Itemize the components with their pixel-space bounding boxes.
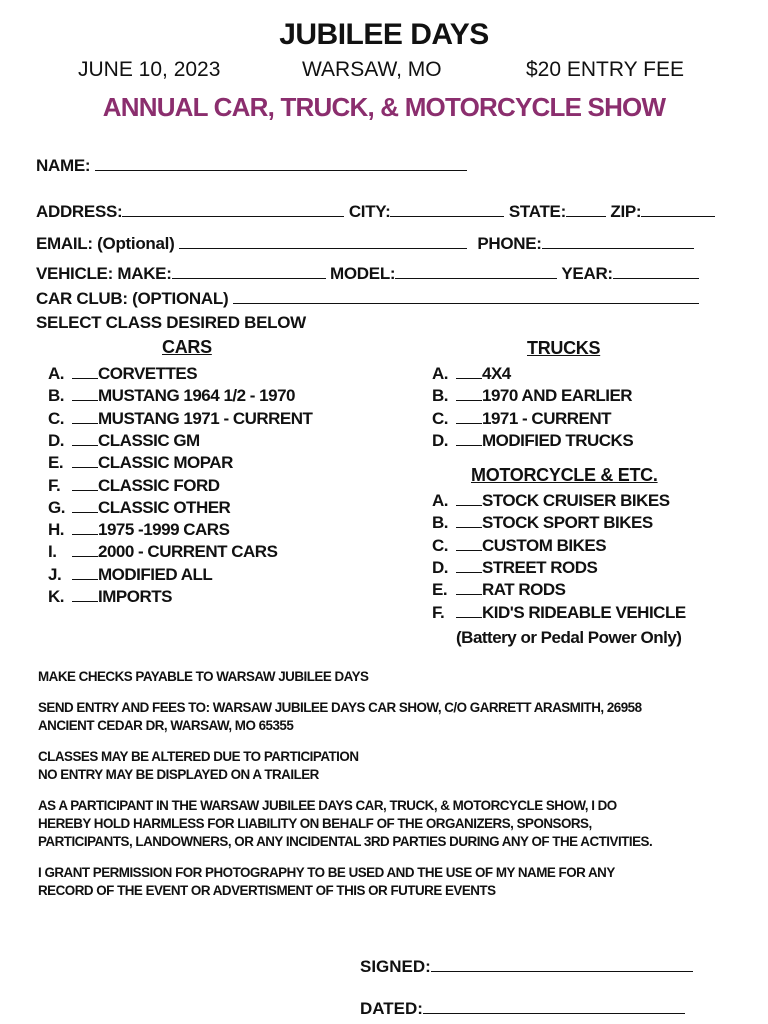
motorcycle-note: (Battery or Pedal Power Only)	[456, 628, 682, 647]
club-label: CAR CLUB: (OPTIONAL)	[36, 289, 229, 308]
class-label: MODIFIED TRUCKS	[482, 430, 634, 450]
class-letter: J.	[48, 564, 62, 584]
email-label: EMAIL: (Optional)	[36, 234, 175, 253]
email-row	[36, 232, 694, 254]
class-checkbox-blank[interactable]	[72, 431, 98, 446]
class-checkbox-blank[interactable]	[72, 542, 98, 557]
class-label: CORVETTES	[98, 364, 198, 383]
class-checkbox-blank[interactable]	[456, 386, 482, 401]
class-letter: E.	[48, 453, 64, 473]
class-label: 1970 AND EARLIER	[482, 386, 633, 406]
truck-class-item	[432, 409, 611, 429]
class-letter: A.	[48, 364, 64, 383]
class-checkbox-blank[interactable]	[72, 565, 98, 580]
class-label: CLASSIC GM	[98, 430, 200, 450]
class-label: CLASSIC MOPAR	[98, 453, 233, 473]
motorcycle-class-item	[432, 491, 670, 511]
make-label: VEHICLE: MAKE:	[36, 264, 172, 283]
name-label: NAME:	[36, 156, 91, 175]
signed-label: SIGNED:	[360, 957, 431, 976]
class-checkbox-blank[interactable]	[456, 409, 482, 424]
class-letter: H.	[48, 520, 64, 540]
zip-label: ZIP:	[610, 202, 642, 221]
class-checkbox-blank[interactable]	[72, 476, 98, 491]
class-checkbox-blank[interactable]	[72, 498, 98, 513]
waiver-line-3: PARTICIPANTS, LANDOWNERS, OR ANY INCIDENTAL 3RD PARTIES DURING ANY OF THE ACTIVITIES.	[38, 834, 653, 849]
zip-field[interactable]	[641, 200, 715, 217]
address-field[interactable]	[122, 200, 344, 217]
class-letter: E.	[432, 580, 448, 600]
class-label: 4X4	[482, 364, 511, 383]
class-letter: B.	[48, 386, 64, 406]
truck-class-item	[432, 364, 511, 384]
class-letter: D.	[432, 557, 448, 577]
class-label: CUSTOM BIKES	[482, 535, 607, 555]
dated-row	[360, 997, 685, 1019]
class-checkbox-blank[interactable]	[456, 431, 482, 446]
class-checkbox-blank[interactable]	[456, 364, 482, 379]
class-letter: B.	[432, 386, 448, 406]
class-letter: A.	[432, 491, 448, 510]
class-checkbox-blank[interactable]	[72, 453, 98, 468]
car-class-item	[48, 498, 230, 518]
class-letter: C.	[48, 408, 64, 428]
send-note-line-2: ANCIENT CEDAR DR, WARSAW, MO 65355	[38, 718, 294, 733]
trucks-heading: TRUCKS	[527, 338, 601, 358]
car-class-item	[48, 453, 233, 473]
dated-label: DATED:	[360, 999, 423, 1018]
class-letter: F.	[432, 602, 445, 622]
class-letter: D.	[432, 430, 448, 450]
photo-line-1: I GRANT PERMISSION FOR PHOTOGRAPHY TO BE USED AND THE USE OF MY NAME FOR ANY	[38, 865, 615, 880]
class-letter: D.	[48, 430, 64, 450]
waiver-line-2: HEREBY HOLD HARMLESS FOR LIABILITY ON BEHALF OF THE ORGANIZERS, SPONSORS,	[38, 816, 592, 831]
phone-field[interactable]	[542, 232, 694, 249]
class-letter: A.	[432, 364, 448, 383]
entry-fee: $20 ENTRY FEE	[526, 58, 684, 81]
class-checkbox-blank[interactable]	[456, 580, 482, 595]
car-class-item	[48, 476, 220, 496]
classes-note: CLASSES MAY BE ALTERED DUE TO PARTICIPATION	[38, 749, 359, 764]
motorcycle-class-item	[432, 536, 606, 556]
make-field[interactable]	[172, 262, 326, 279]
class-letter: C.	[432, 535, 448, 555]
class-letter: G.	[48, 497, 65, 517]
signed-field[interactable]	[431, 955, 693, 972]
class-letter: K.	[48, 587, 64, 606]
motorcycle-class-item	[432, 513, 653, 533]
vehicle-row	[36, 262, 699, 284]
model-field[interactable]	[395, 262, 557, 279]
class-label: CLASSIC FORD	[98, 475, 220, 495]
class-checkbox-blank[interactable]	[456, 513, 482, 528]
name-field[interactable]	[95, 154, 467, 171]
class-letter: B.	[432, 513, 448, 533]
truck-class-item	[432, 431, 633, 451]
motorcycle-class-item	[432, 580, 566, 600]
motorcycle-class-item	[432, 603, 686, 623]
class-label: 2000 - CURRENT CARS	[98, 542, 278, 562]
photo-line-2: RECORD OF THE EVENT OR ADVERTISMENT OF THIS OR FUTURE EVENTS	[38, 883, 496, 898]
class-label: RAT RODS	[482, 580, 566, 600]
model-label: MODEL:	[330, 264, 396, 283]
class-label: CLASSIC OTHER	[98, 497, 231, 517]
year-label: YEAR:	[561, 264, 613, 283]
car-class-item	[48, 409, 312, 429]
email-field[interactable]	[179, 232, 467, 249]
state-field[interactable]	[566, 200, 606, 217]
club-field[interactable]	[233, 287, 699, 304]
class-label: MUSTANG 1971 - CURRENT	[98, 408, 313, 428]
signed-row	[360, 955, 693, 977]
class-checkbox-blank[interactable]	[72, 587, 98, 602]
club-row	[36, 287, 699, 309]
event-date: JUNE 10, 2023	[78, 58, 221, 81]
class-checkbox-blank[interactable]	[72, 386, 98, 401]
class-checkbox-blank[interactable]	[456, 536, 482, 551]
cars-heading: CARS	[162, 337, 212, 357]
class-checkbox-blank[interactable]	[72, 364, 98, 379]
motorcycle-class-item	[432, 558, 597, 578]
name-row	[36, 154, 467, 176]
class-letter: F.	[48, 475, 61, 495]
car-class-item	[48, 542, 277, 562]
class-checkbox-blank[interactable]	[456, 603, 482, 618]
class-checkbox-blank[interactable]	[456, 491, 482, 506]
class-label: STOCK CRUISER BIKES	[482, 491, 670, 510]
class-label: IMPORTS	[98, 587, 172, 606]
city-label: CITY:	[348, 202, 391, 221]
class-letter: C.	[432, 408, 448, 428]
car-class-item	[48, 587, 172, 607]
class-label: MUSTANG 1964 1/2 - 1970	[98, 386, 295, 406]
year-field[interactable]	[613, 262, 699, 279]
class-checkbox-blank[interactable]	[456, 558, 482, 573]
class-label: STREET RODS	[482, 557, 598, 577]
class-label: 1975 -1999 CARS	[98, 520, 230, 540]
select-class-label: SELECT CLASS DESIRED BELOW	[36, 313, 306, 332]
state-label: STATE:	[508, 202, 566, 221]
city-field[interactable]	[390, 200, 504, 217]
class-label: KID'S RIDEABLE VEHICLE	[482, 602, 686, 622]
class-label: STOCK SPORT BIKES	[482, 513, 653, 533]
page-title: JUBILEE DAYS	[279, 18, 489, 51]
phone-label: PHONE:	[477, 234, 542, 253]
car-class-item	[48, 386, 295, 406]
car-class-item	[48, 364, 197, 384]
class-letter: I.	[48, 542, 57, 562]
trailer-note: NO ENTRY MAY BE DISPLAYED ON A TRAILER	[38, 767, 319, 782]
show-subtitle: ANNUAL CAR, TRUCK, & MOTORCYCLE SHOW	[102, 92, 666, 122]
event-location: WARSAW, MO	[302, 58, 442, 81]
send-note-line-1: SEND ENTRY AND FEES TO: WARSAW JUBILEE DAYS CAR SHOW, C/O GARRETT ARASMITH, 26958	[38, 700, 642, 715]
waiver-line-1: AS A PARTICIPANT IN THE WARSAW JUBILEE DAYS CAR, TRUCK, & MOTORCYCLE SHOW, I DO	[38, 798, 617, 813]
class-checkbox-blank[interactable]	[72, 409, 98, 424]
class-label: 1971 - CURRENT	[482, 408, 612, 428]
truck-class-item	[432, 386, 632, 406]
car-class-item	[48, 431, 200, 451]
checks-note: MAKE CHECKS PAYABLE TO WARSAW JUBILEE DAYS	[38, 669, 369, 684]
dated-field[interactable]	[423, 997, 685, 1014]
address-row	[36, 200, 715, 222]
notes-section	[38, 668, 652, 900]
class-label: MODIFIED ALL	[98, 564, 213, 584]
car-class-item	[48, 565, 212, 585]
class-checkbox-blank[interactable]	[72, 520, 98, 535]
car-class-item	[48, 520, 229, 540]
motorcycle-heading: MOTORCYCLE & ETC.	[471, 465, 658, 485]
address-label: ADDRESS:	[36, 202, 123, 221]
